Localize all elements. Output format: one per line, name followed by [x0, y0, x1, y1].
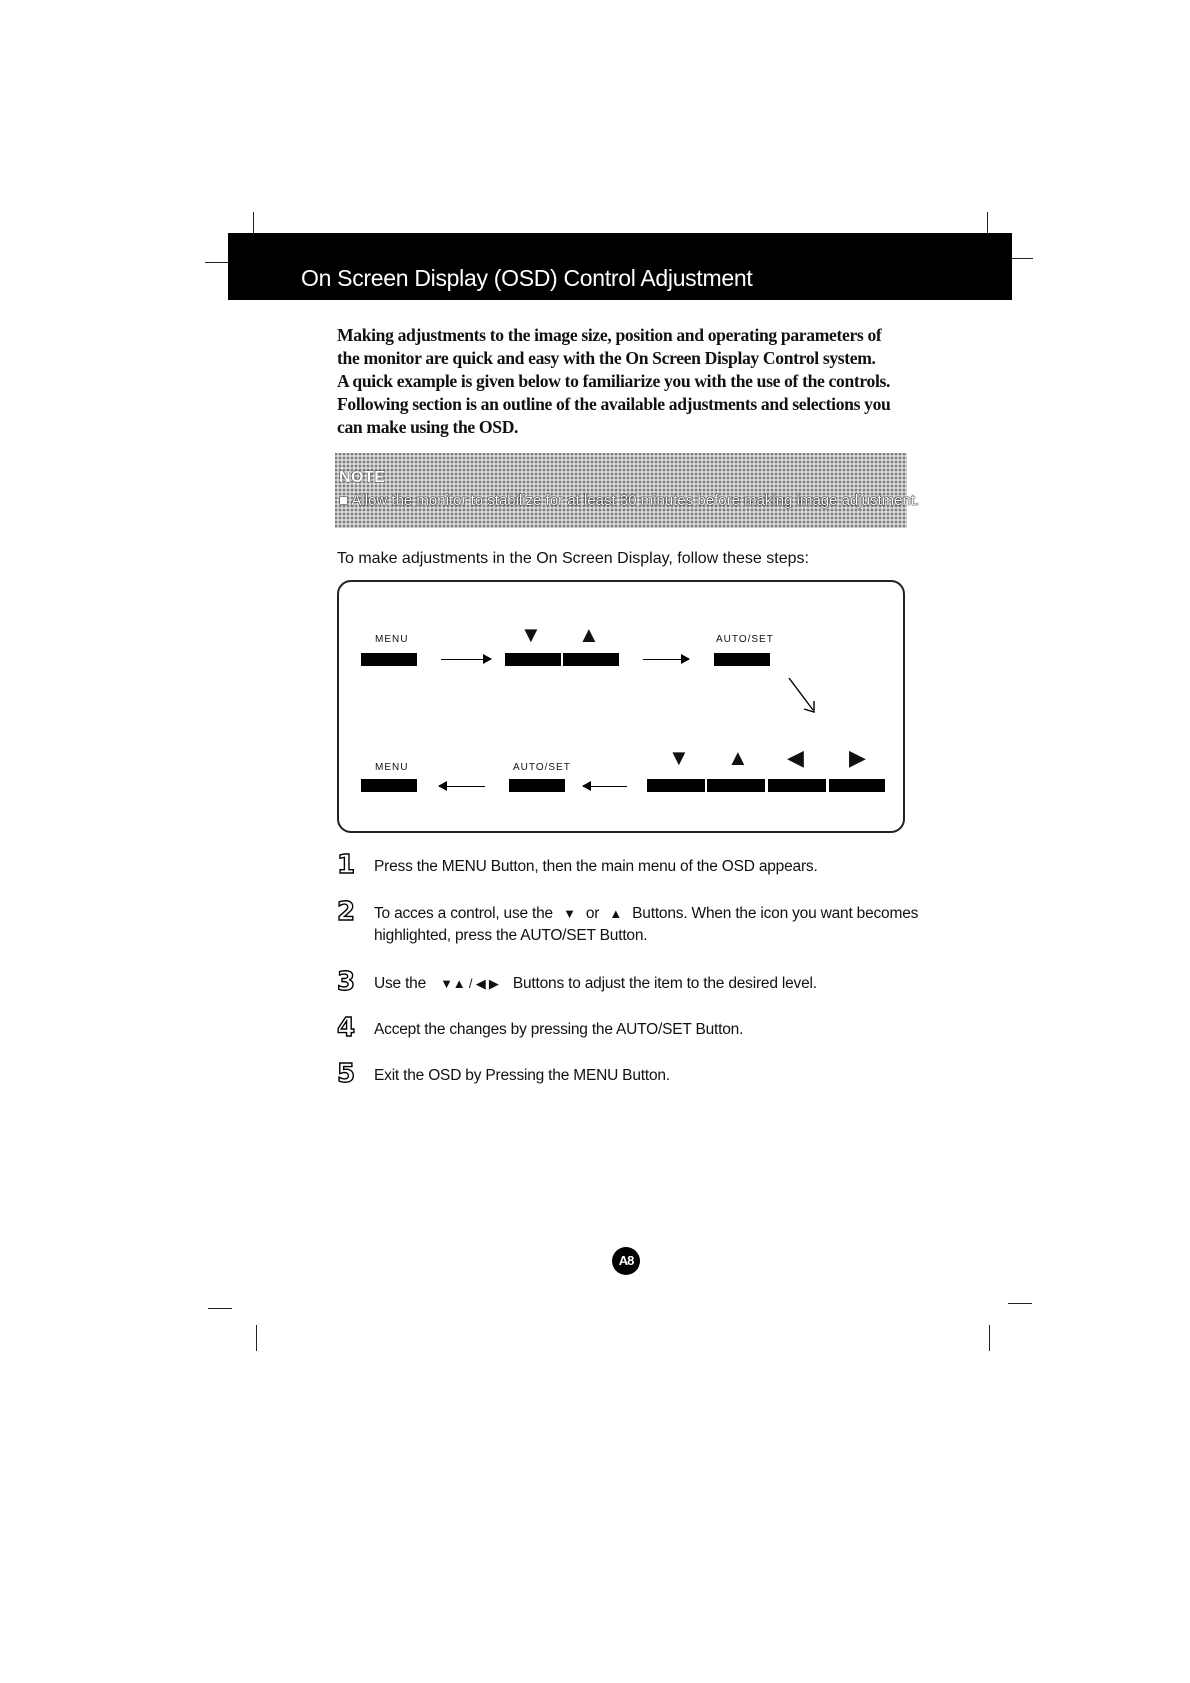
right-arrow-icon [643, 659, 689, 660]
autoset-label: AUTO/SET [513, 762, 571, 773]
up-triangle-icon: ▲ [578, 622, 600, 647]
crop-mark [205, 262, 229, 263]
crop-mark [256, 1325, 257, 1351]
left-button [768, 779, 826, 792]
step-text-part: or [585, 905, 600, 922]
note-label: NOTE [339, 469, 386, 486]
left-triangle-icon: ◀ [787, 745, 804, 770]
intro-line: Making adjustments to the image size, position and operating parameters of [337, 325, 882, 345]
left-arrow-icon [439, 786, 485, 787]
autoset-button [714, 653, 770, 666]
arrow-glyphs-icon: ▼▲ / ◀ ▶ [440, 976, 499, 991]
intro-paragraph [337, 324, 917, 439]
step-text-part: Buttons to adjust the item to the desired level. [512, 975, 817, 992]
step-text-part: Use the [374, 975, 427, 992]
menu-label: MENU [375, 762, 409, 773]
step-text [374, 973, 919, 995]
diagonal-arrow-icon [787, 676, 819, 716]
crop-mark [1008, 1303, 1032, 1304]
osd-button-diagram [337, 580, 905, 833]
menu-button [361, 653, 417, 666]
up-triangle-icon: ▲ [609, 906, 623, 921]
step-text [374, 903, 919, 947]
up-button [563, 653, 619, 666]
crop-mark [1011, 258, 1033, 259]
step-text: Exit the OSD by Pressing the MENU Button. [374, 1067, 670, 1084]
right-arrow-icon [441, 659, 491, 660]
left-arrow-icon [583, 786, 627, 787]
step-text: Press the MENU Button, then the main menu of the OSD appears. [374, 858, 818, 875]
right-button [829, 779, 885, 792]
right-triangle-icon: ▶ [849, 745, 866, 770]
intro-line: the monitor are quick and easy with the On Screen Display Control system. [337, 348, 876, 368]
intro-line: A quick example is given below to familiarize you with the use of the controls. [337, 371, 891, 391]
up-triangle-icon: ▲ [727, 745, 749, 770]
note-text: ■ Allow the monitor to stabilize for at least 30 minutes before making image adjustment. [339, 492, 920, 509]
step-number: 3 [337, 967, 356, 997]
page-title: On Screen Display (OSD) Control Adjustment [301, 265, 753, 291]
crop-mark [253, 212, 254, 234]
down-triangle-icon: ▼ [668, 745, 690, 770]
intro-line: Following section is an outline of the available adjustments and selections you [337, 394, 891, 414]
page-number: A8 [612, 1247, 640, 1275]
step-text-part: Buttons. When the icon you want becomes highlighted, press the AUTO/SET Button. [374, 905, 919, 944]
title-bar [228, 233, 1012, 300]
menu-label: MENU [375, 634, 409, 645]
down-triangle-icon: ▼ [520, 622, 542, 647]
crop-mark [989, 1325, 990, 1351]
step-number: 2 [337, 897, 356, 927]
step-number: 4 [337, 1013, 356, 1043]
down-triangle-icon: ▼ [563, 906, 576, 921]
note-box [335, 453, 920, 528]
steps-intro: To make adjustments in the On Screen Display, follow these steps: [337, 550, 809, 567]
step-number: 1 [337, 850, 356, 880]
crop-mark [987, 212, 988, 234]
menu-button [361, 779, 417, 792]
step-text-part: To acces a control, use the [374, 905, 553, 922]
autoset-label: AUTO/SET [716, 634, 774, 645]
step-number: 5 [337, 1059, 356, 1089]
down-button [647, 779, 705, 792]
crop-mark [208, 1308, 232, 1309]
autoset-button [509, 779, 565, 792]
intro-line: can make using the OSD. [337, 417, 519, 437]
up-button [707, 779, 765, 792]
step-text: Accept the changes by pressing the AUTO/SET Button. [374, 1021, 744, 1038]
down-button [505, 653, 561, 666]
